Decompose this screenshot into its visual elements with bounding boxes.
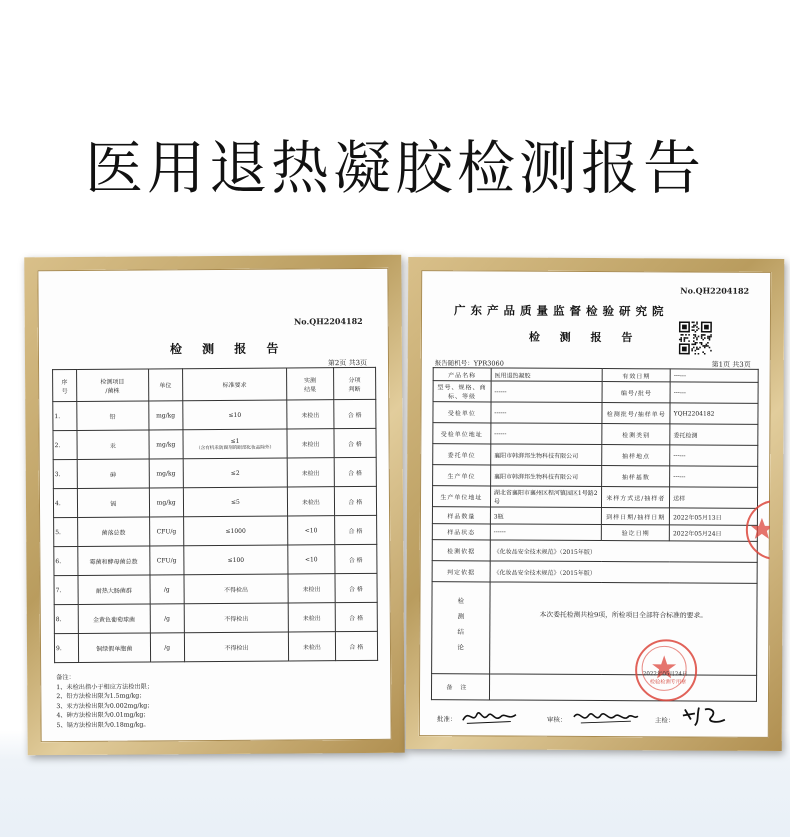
left-report-number: No.QH2204182	[293, 315, 363, 327]
cell-item: 铅	[77, 401, 149, 431]
partial-seal-star-icon	[746, 500, 771, 556]
cell-result: <10	[288, 516, 335, 545]
cell-req: 不得检出	[184, 603, 289, 633]
institute-name: 广东产品质量监督检验研究院	[453, 303, 669, 319]
batch-label: 编号/批号	[602, 382, 670, 403]
left-report-sheet	[37, 268, 391, 742]
cell-result: 未检出	[287, 458, 334, 487]
note-line: 1、未检出指小于相应方法检出限；	[56, 682, 154, 691]
valid-date-value: ------	[670, 369, 758, 382]
cell-no: 4.	[53, 488, 77, 517]
stamp-text: 检验检测专用章	[649, 679, 687, 686]
cell-no: 5.	[54, 517, 78, 546]
note-line: 3、汞方法检出限为0.002mg/kg；	[56, 701, 154, 710]
cell-unit: CFU/g	[149, 546, 183, 575]
cell-result: 未检出	[288, 574, 335, 603]
cell-no: 1.	[53, 401, 77, 430]
stamp-date: 2022年05月24日	[642, 671, 688, 678]
table-row	[54, 602, 377, 633]
approve-label: 批准：	[436, 715, 457, 724]
left-notes	[56, 672, 153, 730]
left-table-header-3: 标准要求	[182, 368, 287, 401]
finish-date-value: 2022年05月24日	[669, 525, 757, 541]
test-type-value: 委托检测	[670, 424, 758, 445]
right-certificate-frame	[406, 257, 785, 751]
cell-item: 霉菌和酵母菌总数	[78, 546, 150, 576]
sampling-place-label: 抽样地点	[602, 445, 670, 466]
left-table-header-5: 分项 判断	[333, 367, 376, 399]
review-label: 审核：	[546, 715, 567, 724]
sample-state-value: ------	[490, 524, 602, 541]
cell-judge: 合 格	[334, 515, 377, 544]
note-line: 2、铅方法检出限为1.5mg/kg；	[56, 692, 146, 701]
test-type-label: 检测类别	[602, 424, 670, 445]
cell-no: 2.	[53, 430, 77, 459]
cell-req-note: （含有机汞防腐剂的眼部化妆品除外）	[195, 445, 275, 451]
cell-req: 不得检出	[184, 632, 289, 662]
tester-signature	[681, 703, 733, 727]
cell-judge: 合 格	[334, 544, 377, 573]
delivery-label: 来样方式送/抽样者	[602, 487, 670, 508]
table-row	[53, 428, 376, 459]
cell-result: <10	[288, 545, 335, 574]
client-value: 襄阳市韩湃邦生物科技有限公司	[491, 444, 603, 466]
left-report-title: 检 测 报 告	[169, 341, 287, 357]
table-row	[53, 457, 376, 488]
note-line: 备注：	[56, 673, 75, 682]
cell-result: 未检出	[287, 429, 334, 458]
cell-unit: mg/kg	[149, 488, 183, 517]
cell-unit: CFU/g	[149, 517, 183, 546]
qr-code-icon	[679, 321, 712, 354]
cell-unit: /g	[150, 575, 184, 604]
judge-basis-value: 《化妆品安全技术规范》（2015年版）	[490, 561, 757, 583]
table-row	[53, 399, 376, 430]
left-table-header-4: 实测 结果	[287, 368, 334, 400]
report-random-number-label: 报告随机号：	[434, 359, 474, 368]
cell-judge: 合 格	[335, 631, 378, 660]
cell-no: 7.	[54, 575, 78, 604]
inspected-address-label: 受检单位地址	[433, 423, 491, 444]
left-table-header-row	[53, 367, 376, 401]
cell-no: 3.	[53, 459, 77, 488]
sample-qty-label: 样品数量	[432, 507, 490, 524]
cell-req: ≤2	[183, 458, 288, 488]
cell-item: 耐热大肠菌群	[78, 575, 150, 605]
producer-address-value: 湖北省襄阳市襄州区程河镇园区1号路2号	[490, 486, 602, 508]
model-label: 型号、规格、商标、等级	[433, 381, 491, 402]
producer-value: 襄阳市韩湃邦生物科技有限公司	[490, 465, 602, 487]
cell-result: 未检出	[288, 603, 335, 632]
cell-item: 汞	[77, 430, 149, 460]
sampling-place-value: ------	[670, 445, 758, 466]
left-results-table	[52, 367, 378, 663]
cell-req: ≤5	[183, 487, 288, 517]
cell-req	[183, 429, 288, 459]
cell-result: 未检出	[287, 400, 334, 429]
sample-base-value: ------	[670, 466, 758, 487]
report-random-number-value: YPR3060	[473, 359, 504, 368]
sample-qty-value: 3瓶	[490, 507, 602, 525]
conclusion-label: 检测结论	[432, 582, 490, 674]
left-certificate-frame	[24, 255, 404, 756]
cell-req-value: ≤1	[230, 437, 240, 445]
batch-value: ------	[670, 382, 758, 403]
cell-judge: 合 格	[335, 573, 378, 602]
cell-unit: mg/kg	[148, 401, 182, 430]
page-title: 医用退热凝胶检测报告	[84, 134, 705, 202]
remark-label: 备注	[431, 674, 489, 700]
valid-date-label: 有效日期	[603, 369, 671, 382]
model-value: ------	[491, 381, 603, 403]
table-row	[54, 515, 377, 546]
inspected-unit-label: 受检单位	[433, 402, 491, 423]
cell-judge: 合 格	[334, 486, 377, 515]
cell-item: 铜绿假单胞菌	[78, 633, 150, 663]
client-label: 委托单位	[433, 444, 491, 465]
cell-item: 镉	[77, 488, 149, 518]
right-report-number: No.QH2204182	[680, 285, 750, 296]
inspected-unit-value: ------	[491, 402, 603, 424]
sample-no-value: YQH2204182	[670, 403, 758, 424]
partial-seal-stamp	[746, 500, 772, 560]
cell-req: 不得检出	[184, 574, 289, 604]
cell-unit: mg/kg	[149, 459, 183, 488]
cell-req: ≤100	[184, 545, 289, 575]
cell-item: 砷	[77, 459, 149, 489]
cell-req: ≤10	[183, 400, 288, 430]
approver-signature	[461, 706, 521, 726]
cell-result: 未检出	[289, 632, 336, 661]
right-report-title: 检 测 报 告	[528, 330, 641, 345]
conclusion-text: 本次委托检测共检9项，所检项目全部符合标准的要求。	[539, 610, 708, 620]
basis-label: 检测依据	[432, 540, 490, 561]
arrive-date-value: 2022年05月13日	[670, 508, 758, 525]
note-line: 4、砷方法检出限为0.01mg/kg；	[56, 711, 150, 720]
cell-no: 8.	[54, 604, 78, 633]
note-line: 5、镉方法检出限为0.18mg/kg。	[56, 720, 150, 729]
cell-unit: /g	[150, 633, 184, 662]
tester-label: 主检：	[654, 716, 675, 725]
product-name-value: 医用退热凝胶	[491, 368, 603, 382]
table-row	[54, 544, 377, 575]
left-table-header-2: 单位	[148, 369, 182, 401]
sample-no-label: 检测批号/抽样单号	[602, 403, 670, 424]
conclusion-cell	[489, 582, 757, 678]
sample-base-label: 抽样基数	[602, 466, 670, 487]
product-name-label: 产品名称	[433, 368, 491, 381]
producer-address-label: 生产单位地址	[432, 486, 490, 507]
inspected-address-value: ------	[491, 423, 603, 445]
right-info-table	[431, 367, 759, 702]
cell-unit: /g	[150, 604, 184, 633]
left-table-header-0: 序 号	[53, 369, 77, 401]
basis-value: 《化妆品安全技术规范》（2015年版）	[490, 540, 757, 562]
sample-state-label: 样品状态	[432, 524, 490, 540]
cell-no: 6.	[54, 546, 78, 575]
cell-item: 菌落总数	[77, 517, 149, 547]
cell-req: ≤1000	[183, 516, 288, 546]
table-row	[54, 631, 377, 662]
arrive-date-label: 到样日期/抽样日期	[602, 508, 670, 525]
cell-result: 未检出	[288, 487, 335, 516]
table-row	[53, 486, 376, 517]
cell-judge: 合 格	[333, 399, 376, 428]
left-table-header-1: 检测项目 /菌株	[76, 369, 148, 402]
producer-label: 生产单位	[433, 465, 491, 486]
cell-unit: mg/kg	[149, 430, 183, 459]
finish-date-label: 验讫日期	[602, 525, 670, 541]
inspection-seal-stamp	[635, 639, 697, 701]
left-page-indicator: 第2页 共3页	[327, 358, 368, 368]
judge-basis-label: 判定依据	[432, 561, 490, 582]
cell-item: 金黄色葡萄球菌	[78, 604, 150, 634]
report-random-number	[435, 358, 504, 367]
right-report-sheet	[419, 270, 771, 738]
table-row	[54, 573, 377, 604]
cell-judge: 合 格	[334, 457, 377, 486]
cell-no: 9.	[54, 633, 78, 662]
cell-judge: 合 格	[335, 602, 378, 631]
reviewer-signature	[571, 707, 641, 727]
cell-judge: 合 格	[334, 428, 377, 457]
remark-value	[489, 674, 756, 701]
right-page-indicator: 第1页 共3页	[711, 360, 751, 369]
delivery-value: 送样	[670, 487, 758, 508]
